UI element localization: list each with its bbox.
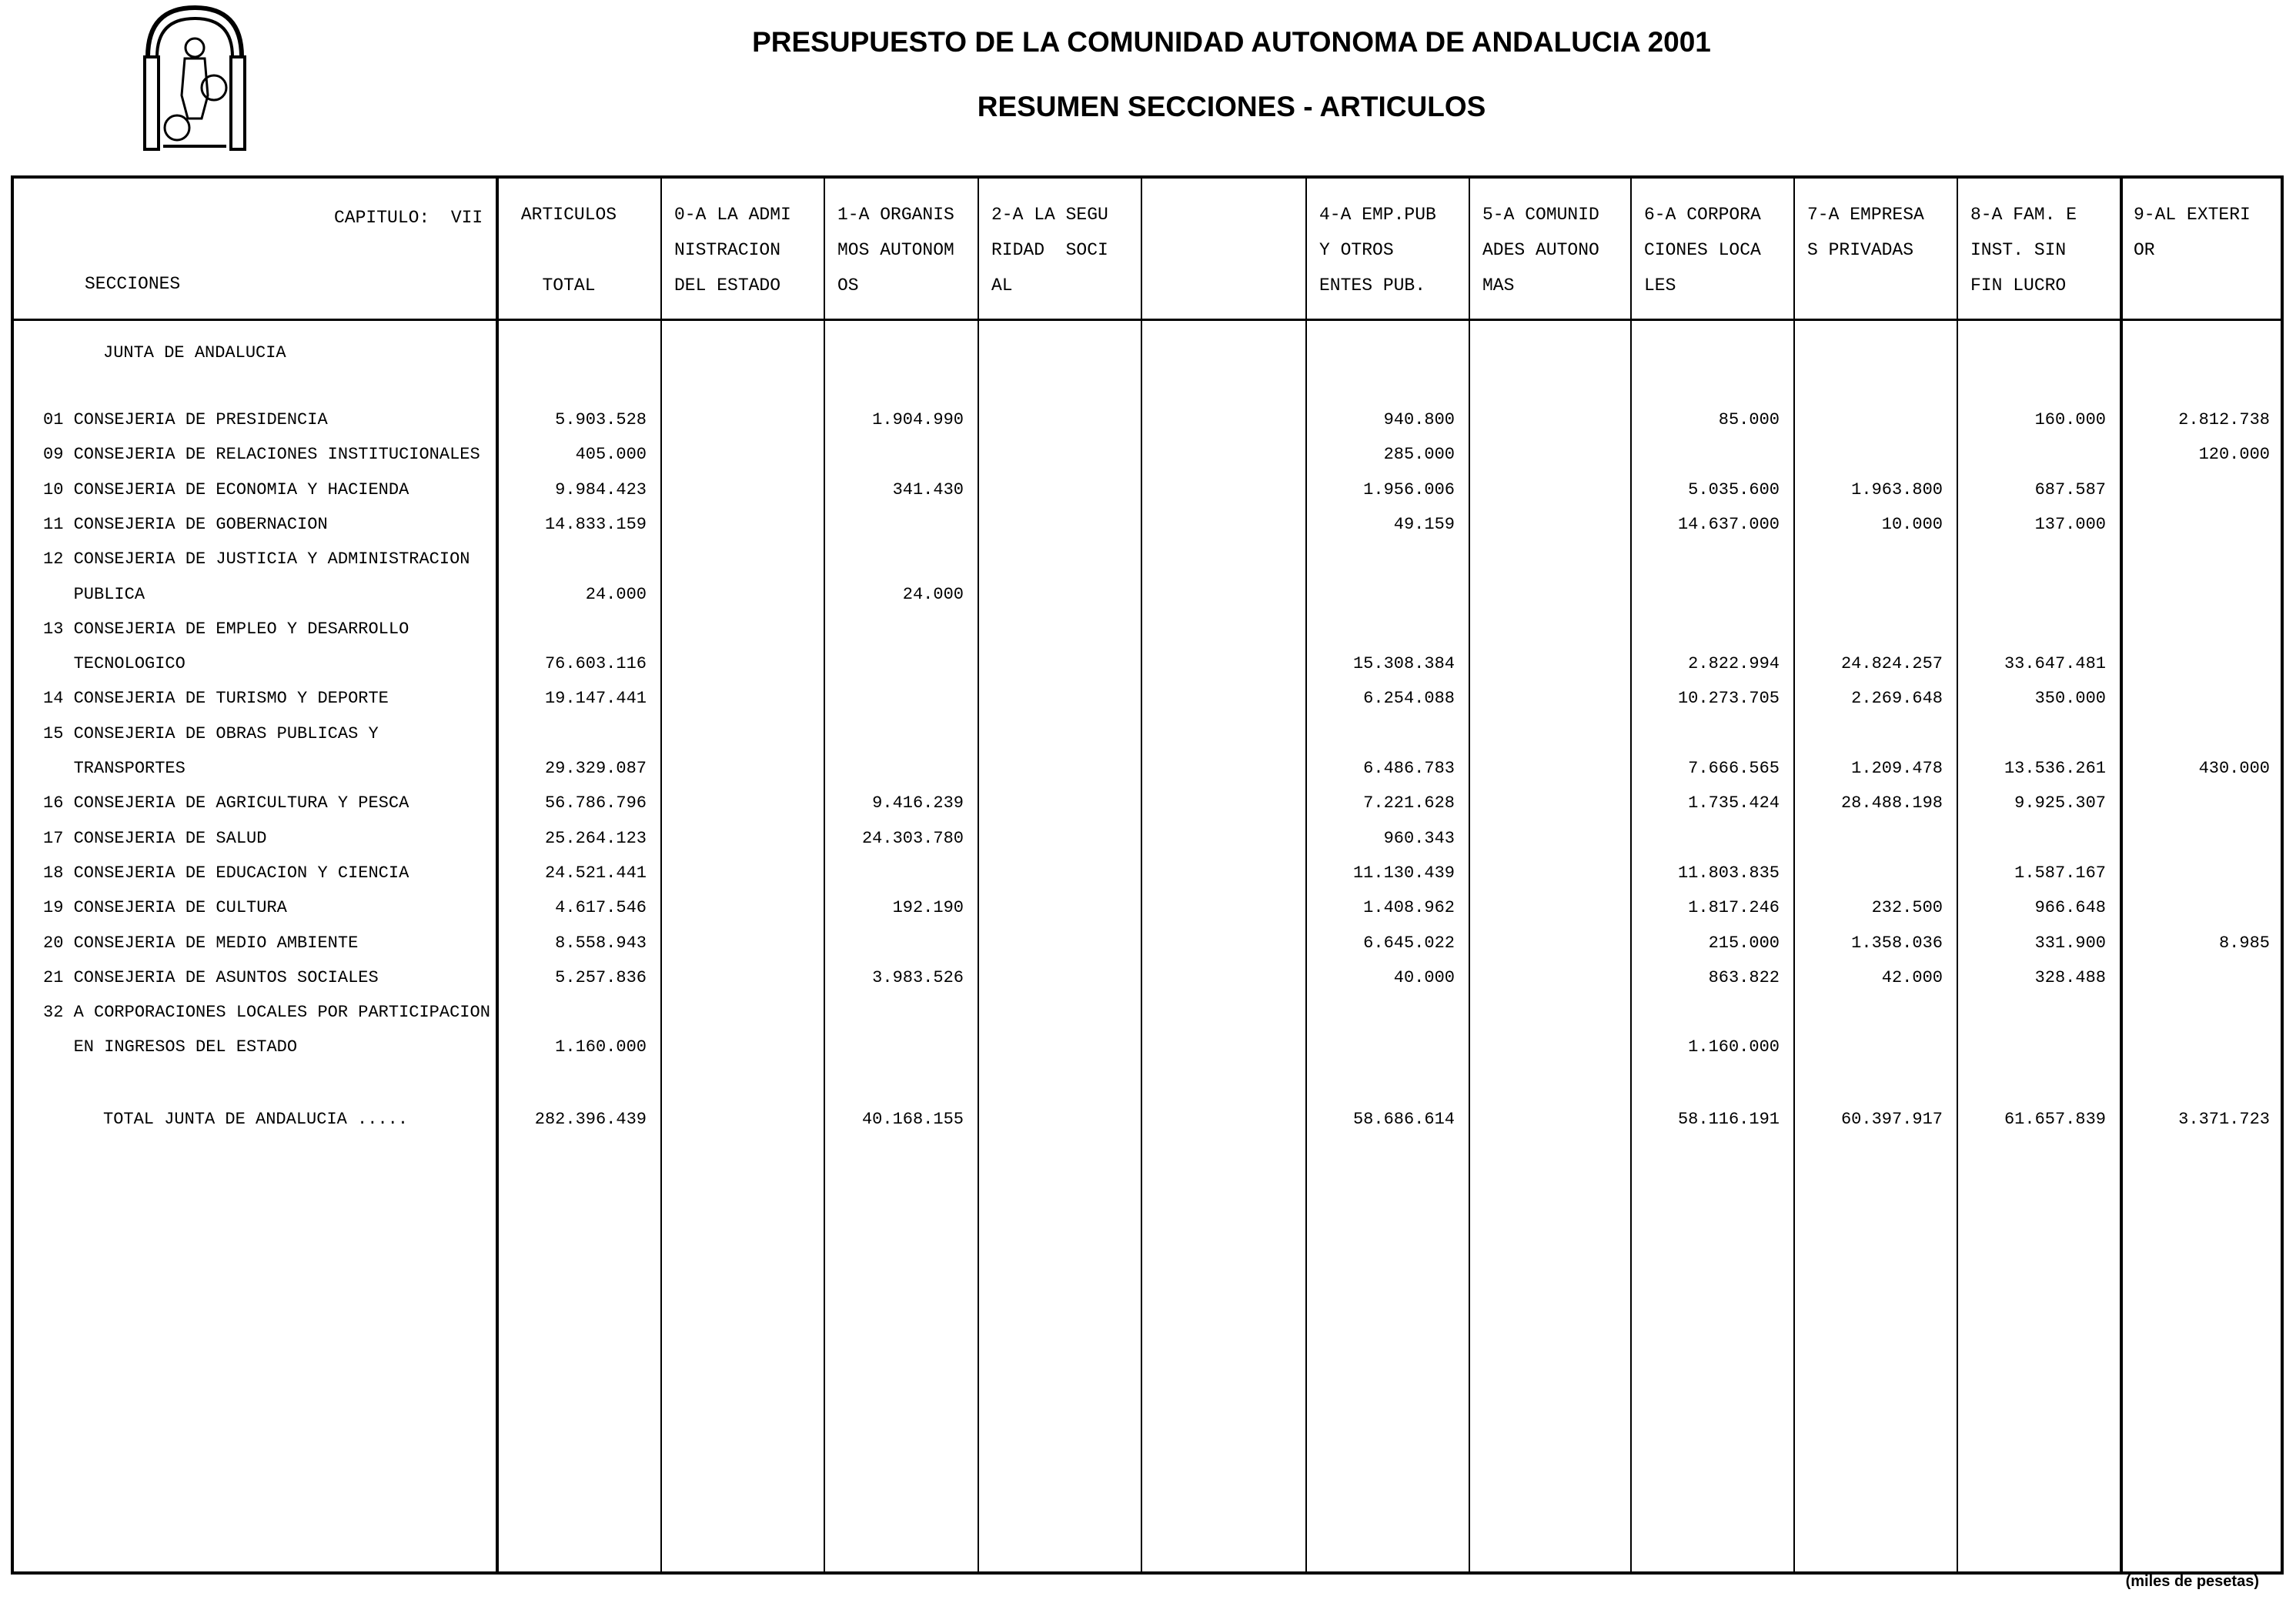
total-cell: 3.371.723 — [2178, 1110, 2270, 1129]
table-cell: 8.558.943 — [555, 933, 647, 953]
column-divider — [2120, 175, 2123, 1575]
table-cell: 1.160.000 — [555, 1037, 647, 1057]
table-cell: 11.803.835 — [1677, 863, 1780, 883]
page-title: PRESUPUESTO DE LA COMUNIDAD AUTONOMA DE ANDALUCIA 2001 — [752, 26, 1711, 58]
table-cell: 1.956.006 — [1363, 479, 1455, 499]
row-label: 01 CONSEJERIA DE PRESIDENCIA — [43, 410, 328, 429]
table-cell: 24.303.780 — [861, 828, 964, 848]
total-label: TOTAL JUNTA DE ANDALUCIA ..... — [103, 1110, 409, 1129]
row-label: TECNOLOGICO — [43, 654, 185, 674]
column-header: ARTICULOS — [520, 205, 617, 225]
row-label: 14 CONSEJERIA DE TURISMO Y DEPORTE — [43, 689, 389, 709]
column-header: NISTRACION — [674, 240, 781, 260]
table-cell: 9.984.423 — [555, 479, 647, 499]
table-cell: 687.587 — [2034, 479, 2106, 499]
column-header: DEL ESTADO — [674, 276, 781, 296]
column-divider — [660, 175, 662, 1575]
table-cell: 10.273.705 — [1677, 689, 1780, 709]
table-cell: 3.983.526 — [872, 967, 964, 987]
row-label: 16 CONSEJERIA DE AGRICULTURA Y PESCA — [43, 793, 409, 813]
table-cell: 40.000 — [1393, 967, 1455, 987]
table-cell: 966.648 — [2034, 898, 2106, 918]
column-header: RIDAD SOCI — [991, 240, 1108, 260]
row-label: TRANSPORTES — [43, 759, 185, 778]
table-cell: 1.160.000 — [1688, 1037, 1780, 1057]
column-divider — [1469, 175, 1470, 1575]
row-label: PUBLICA — [43, 584, 145, 604]
table-cell: 1.817.246 — [1688, 898, 1780, 918]
total-cell: 58.686.614 — [1352, 1110, 1455, 1129]
table-cell: 1.587.167 — [2014, 863, 2106, 883]
column-header: Y OTROS — [1319, 240, 1394, 260]
table-cell: 5.257.836 — [555, 967, 647, 987]
column-header: OR — [2134, 240, 2155, 260]
column-header: 9-AL EXTERI — [2134, 205, 2251, 225]
row-label: 20 CONSEJERIA DE MEDIO AMBIENTE — [43, 933, 359, 953]
total-cell: 40.168.155 — [861, 1110, 964, 1129]
table-cell: 24.000 — [902, 584, 964, 604]
row-label: 13 CONSEJERIA DE EMPLEO Y DESARROLLO — [43, 619, 409, 639]
row-label: 15 CONSEJERIA DE OBRAS PUBLICAS Y — [43, 723, 379, 743]
table-cell: 1.963.800 — [1851, 479, 1943, 499]
table-cell: 430.000 — [2198, 759, 2270, 778]
table-cell: 25.264.123 — [544, 828, 647, 848]
table-cell: 8.985 — [2218, 933, 2270, 953]
table-cell: 14.833.159 — [544, 514, 647, 534]
column-header: 2-A LA SEGU — [991, 205, 1108, 225]
column-header: 5-A COMUNID — [1482, 205, 1599, 225]
total-cell: 61.657.839 — [2004, 1110, 2106, 1129]
row-label: 21 CONSEJERIA DE ASUNTOS SOCIALES — [43, 967, 379, 987]
column-header: TOTAL — [542, 276, 596, 296]
table-cell: 192.190 — [892, 898, 964, 918]
table-cell: 24.824.257 — [1840, 654, 1943, 674]
total-cell: 60.397.917 — [1840, 1110, 1943, 1129]
column-divider — [978, 175, 979, 1575]
table-cell: 28.488.198 — [1840, 793, 1943, 813]
row-label: EN INGRESOS DEL ESTADO — [43, 1037, 298, 1057]
table-cell: 160.000 — [2034, 410, 2106, 429]
table-cell: 960.343 — [1383, 828, 1455, 848]
table-cell: 940.800 — [1383, 410, 1455, 429]
table-cell: 137.000 — [2034, 514, 2106, 534]
total-cell: 58.116.191 — [1677, 1110, 1780, 1129]
column-header: S PRIVADAS — [1807, 240, 1914, 260]
table-cell: 5.035.600 — [1688, 479, 1780, 499]
table-cell: 6.254.088 — [1363, 689, 1455, 709]
column-header: ENTES PUB. — [1319, 276, 1426, 296]
column-header: FIN LUCRO — [1970, 276, 2067, 296]
total-cell: 282.396.439 — [534, 1110, 647, 1129]
table-cell: 76.603.116 — [544, 654, 647, 674]
table-cell: 2.812.738 — [2178, 410, 2270, 429]
column-divider — [1793, 175, 1795, 1575]
column-header: MAS — [1482, 276, 1515, 296]
page-subtitle: RESUMEN SECCIONES - ARTICULOS — [977, 91, 1486, 122]
group-label: JUNTA DE ANDALUCIA — [103, 343, 286, 362]
column-header: LES — [1644, 276, 1676, 296]
column-header: CIONES LOCA — [1644, 240, 1761, 260]
column-header: INST. SIN — [1970, 240, 2067, 260]
capitulo-label: CAPITULO: VII — [334, 208, 483, 228]
table-cell: 56.786.796 — [544, 793, 647, 813]
table-cell: 85.000 — [1718, 410, 1780, 429]
table-cell: 6.486.783 — [1363, 759, 1455, 778]
column-header: AL — [991, 276, 1013, 296]
column-header: MOS AUTONOM — [837, 240, 954, 260]
column-header: 1-A ORGANIS — [837, 205, 954, 225]
column-divider — [824, 175, 825, 1575]
table-cell: 4.617.546 — [555, 898, 647, 918]
table-cell: 2.269.648 — [1851, 689, 1943, 709]
row-label: 12 CONSEJERIA DE JUSTICIA Y ADMINISTRACION — [43, 549, 470, 569]
table-cell: 9.925.307 — [2014, 793, 2106, 813]
table-cell: 10.000 — [1881, 514, 1943, 534]
table-cell: 7.666.565 — [1688, 759, 1780, 778]
table-cell: 13.536.261 — [2004, 759, 2106, 778]
header-divider — [11, 319, 2284, 321]
units-note: (miles de pesetas) — [2125, 1573, 2259, 1590]
table-cell: 285.000 — [1383, 445, 1455, 465]
table-cell: 328.488 — [2034, 967, 2106, 987]
table-cell: 29.329.087 — [544, 759, 647, 778]
table-cell: 49.159 — [1393, 514, 1455, 534]
table-cell: 9.416.239 — [872, 793, 964, 813]
column-divider — [1141, 175, 1142, 1575]
table-cell: 19.147.441 — [544, 689, 647, 709]
table-cell: 5.903.528 — [555, 410, 647, 429]
row-label: 11 CONSEJERIA DE GOBERNACION — [43, 514, 328, 534]
table-cell: 14.637.000 — [1677, 514, 1780, 534]
table-cell: 405.000 — [575, 445, 647, 465]
table-cell: 11.130.439 — [1352, 863, 1455, 883]
row-label: 17 CONSEJERIA DE SALUD — [43, 828, 267, 848]
column-header: OS — [837, 276, 859, 296]
table-cell: 1.358.036 — [1851, 933, 1943, 953]
row-label: 09 CONSEJERIA DE RELACIONES INSTITUCIONALES — [43, 445, 480, 465]
row-label: 10 CONSEJERIA DE ECONOMIA Y HACIENDA — [43, 479, 409, 499]
table-cell: 15.308.384 — [1352, 654, 1455, 674]
table-cell: 24.000 — [585, 584, 647, 604]
column-header: 7-A EMPRESA — [1807, 205, 1924, 225]
table-cell: 341.430 — [892, 479, 964, 499]
row-label: 18 CONSEJERIA DE EDUCACION Y CIENCIA — [43, 863, 409, 883]
table-cell: 331.900 — [2034, 933, 2106, 953]
table-cell: 1.408.962 — [1363, 898, 1455, 918]
column-header: ADES AUTONO — [1482, 240, 1599, 260]
table-cell: 6.645.022 — [1363, 933, 1455, 953]
table-cell: 350.000 — [2034, 689, 2106, 709]
table-cell: 215.000 — [1708, 933, 1780, 953]
table-cell: 120.000 — [2198, 445, 2270, 465]
secciones-label: SECCIONES — [85, 274, 181, 294]
row-label: 32 A CORPORACIONES LOCALES POR PARTICIPACION — [43, 1003, 490, 1023]
table-cell: 2.822.994 — [1688, 654, 1780, 674]
column-header: 0-A LA ADMI — [674, 205, 791, 225]
column-header: 6-A CORPORA — [1644, 205, 1761, 225]
table-cell: 1.209.478 — [1851, 759, 1943, 778]
table-cell: 1.735.424 — [1688, 793, 1780, 813]
column-header: 8-A FAM. E — [1970, 205, 2077, 225]
table-cell: 7.221.628 — [1363, 793, 1455, 813]
coat-of-arms-icon — [140, 3, 249, 154]
table-cell: 42.000 — [1881, 967, 1943, 987]
row-label: 19 CONSEJERIA DE CULTURA — [43, 898, 287, 918]
column-header: 4-A EMP.PUB — [1319, 205, 1436, 225]
table-cell: 24.521.441 — [544, 863, 647, 883]
table-cell: 863.822 — [1708, 967, 1780, 987]
table-cell: 33.647.481 — [2004, 654, 2106, 674]
table-cell: 232.500 — [1871, 898, 1943, 918]
table-cell: 1.904.990 — [872, 410, 964, 429]
